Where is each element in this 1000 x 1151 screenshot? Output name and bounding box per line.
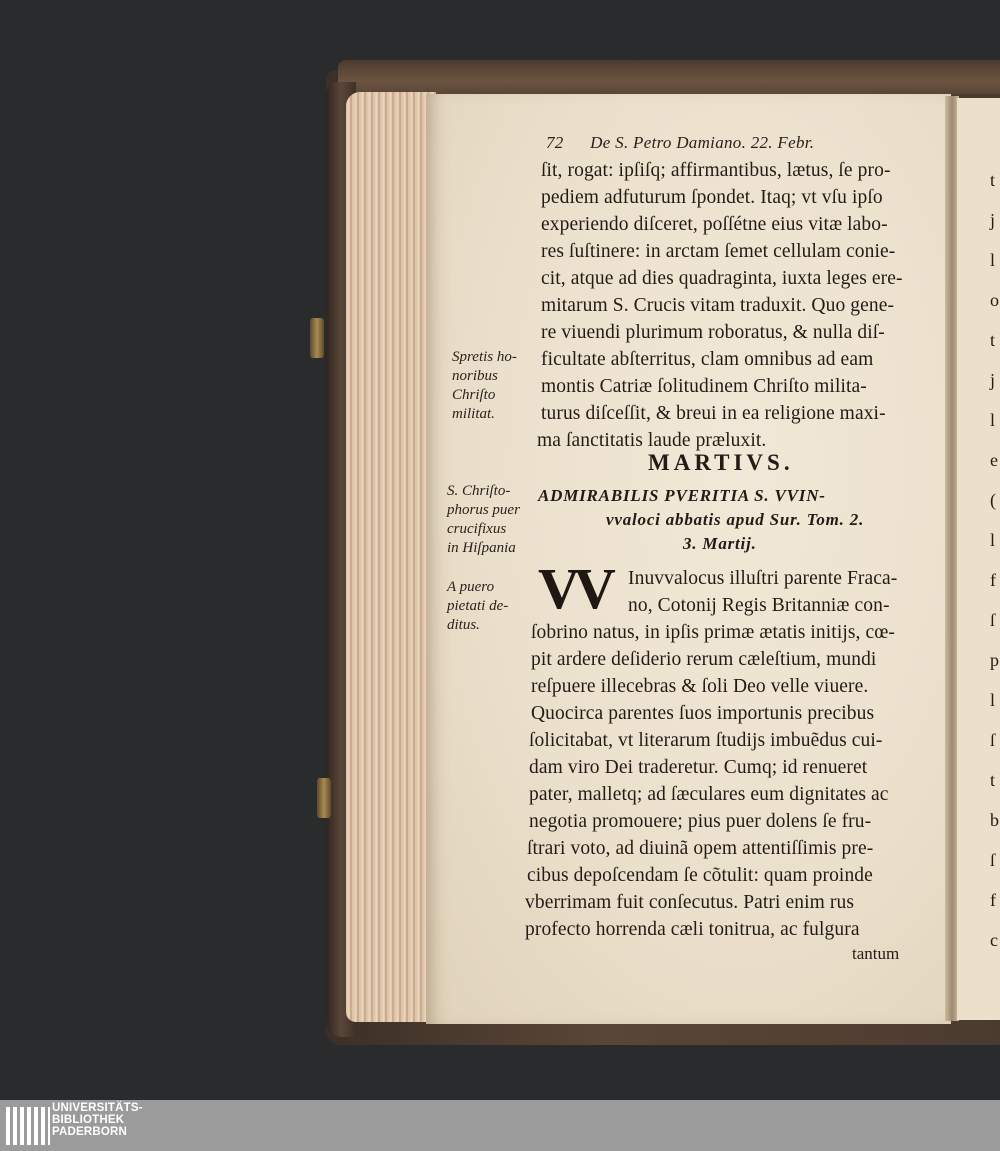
- text-line: profecto horrenda cæli tonitrua, ac fulgura: [525, 919, 860, 940]
- right-page-glyph: p: [990, 650, 999, 670]
- clasp-icon: [310, 318, 324, 358]
- text-line: dam viro Dei traderetur. Cumq; id renueret: [529, 757, 868, 778]
- right-page-glyph: t: [990, 330, 996, 350]
- text-line: ſolicitabat, vt literarum ſtudijs imbuẽdus cui-: [529, 730, 883, 751]
- text-line: reſpuere illecebras & ſoli Deo velle viuere.: [531, 676, 869, 697]
- right-page-glyph: ſ: [990, 730, 996, 750]
- page-number: 72: [546, 133, 564, 152]
- right-page-glyph: c: [990, 930, 998, 950]
- right-page-glyph: l: [990, 250, 996, 270]
- marginal-line: Chriſto: [452, 387, 496, 403]
- text-line: pater, malletq; ad ſæculares eum dignitates ac: [529, 784, 889, 805]
- marginal-line: ditus.: [447, 617, 480, 633]
- right-page-glyph: f: [990, 890, 996, 910]
- library-logo-icon: [6, 1107, 50, 1145]
- library-name-line: PADERBORN: [52, 1126, 128, 1138]
- right-page-glyph: l: [990, 690, 996, 710]
- marginal-line: militat.: [452, 406, 495, 422]
- marginal-note: [447, 578, 508, 635]
- text-line: ſobrino natus, in ipſis primæ ætatis initijs, cœ-: [531, 622, 896, 643]
- right-page-glyph: (: [990, 490, 996, 510]
- right-page-glyph: l: [990, 410, 996, 430]
- text-line: pit ardere deſiderio rerum cæleſtium, mundi: [531, 649, 877, 670]
- book-top-edge: [338, 60, 1000, 94]
- running-head: [546, 133, 814, 153]
- text-line: mitarum S. Crucis vitam traduxit. Quo gene-: [541, 295, 895, 316]
- marginal-line: crucifixus: [447, 521, 507, 537]
- right-page-glyph: t: [990, 770, 996, 790]
- marginal-note: [452, 348, 517, 424]
- text-line: turus diſceſſit, & breui in ea religione maxi-: [541, 403, 886, 424]
- text-line: Quocirca parentes ſuos importunis precibus: [531, 703, 875, 724]
- drop-cap: VV: [538, 556, 610, 621]
- marginal-line: pietati de-: [447, 598, 509, 614]
- chapter-title-line: ADMIRABILIS PVERITIA S. VVIN-: [538, 486, 826, 505]
- right-page-glyph: f: [990, 570, 996, 590]
- text-line: ma ſanctitatis laude præluxit.: [537, 430, 767, 451]
- clasp-icon: [317, 778, 331, 818]
- marginal-line: in Hiſpania: [447, 540, 516, 556]
- text-line: ſtrari voto, ad diuinã opem attentiſſimis pre-: [527, 838, 874, 859]
- right-page-glyph: l: [990, 530, 996, 550]
- text-line: vberrimam fuit conſecutus. Patri enim rus: [525, 892, 855, 913]
- text-line: pediem adfuturum ſpondet. Itaq; vt vſu ipſo: [541, 187, 883, 208]
- text-line: experiendo diſceret, poſſétne eius vitæ labo-: [541, 214, 888, 235]
- text-line: res ſuſtinere: in arctam ſemet cellulam conie-: [541, 241, 896, 262]
- chapter-title-line: 3. Martij.: [683, 534, 757, 553]
- marginal-line: phorus puer: [447, 502, 520, 518]
- text-line: ſit, rogat: ipſiſq; affirmantibus, lætus, ſe pro-: [541, 160, 891, 181]
- footer-bar: [0, 1100, 1000, 1151]
- page-edges: [346, 92, 436, 1022]
- right-page-glyph: j: [990, 210, 996, 230]
- marginal-line: Spretis ho-: [452, 349, 517, 365]
- right-page-glyph: t: [990, 170, 996, 190]
- right-page-glyph: j: [990, 370, 996, 390]
- right-page-glyph: ſ: [990, 610, 996, 630]
- marginal-line: S. Chriſto-: [447, 483, 511, 499]
- chapter-title-line: vvaloci abbatis apud Sur. Tom. 2.: [606, 510, 865, 529]
- running-title: De S. Petro Damiano. 22. Febr.: [590, 133, 815, 152]
- text-line: cibus depoſcendam ſe cõtulit: quam proinde: [527, 865, 873, 886]
- text-line: Inuvvalocus illuſtri parente Fraca-: [628, 568, 898, 589]
- right-page-glyph: b: [990, 810, 999, 830]
- library-name-line: BIBLIOTHEK: [52, 1114, 125, 1126]
- catchword: tantum: [852, 944, 900, 963]
- right-page-glyph: ſ: [990, 850, 996, 870]
- text-line: no, Cotonij Regis Britanniæ con-: [628, 595, 890, 616]
- text-line: cit, atque ad dies quadraginta, iuxta leges ere-: [541, 268, 903, 289]
- text-line: re viuendi plurimum roboratus, & nulla diſ-: [541, 322, 885, 343]
- right-page-glyph: e: [990, 450, 998, 470]
- section-heading: MARTIVS.: [648, 450, 794, 475]
- right-page-sliver: [957, 98, 1000, 1020]
- right-page-glyph: o: [990, 290, 999, 310]
- text-line: montis Catriæ ſolitudinem Chriſto milita-: [541, 376, 867, 397]
- marginal-note: [447, 482, 520, 558]
- library-name: [52, 1102, 143, 1138]
- text-line: negotia promouere; pius puer dolens ſe fru-: [529, 811, 872, 832]
- library-name-line: UNIVERSITÄTS-: [52, 1102, 143, 1114]
- text-line: ficultate abſterritus, clam omnibus ad eam: [541, 349, 874, 370]
- marginal-line: noribus: [452, 368, 498, 384]
- marginal-line: A puero: [447, 579, 495, 595]
